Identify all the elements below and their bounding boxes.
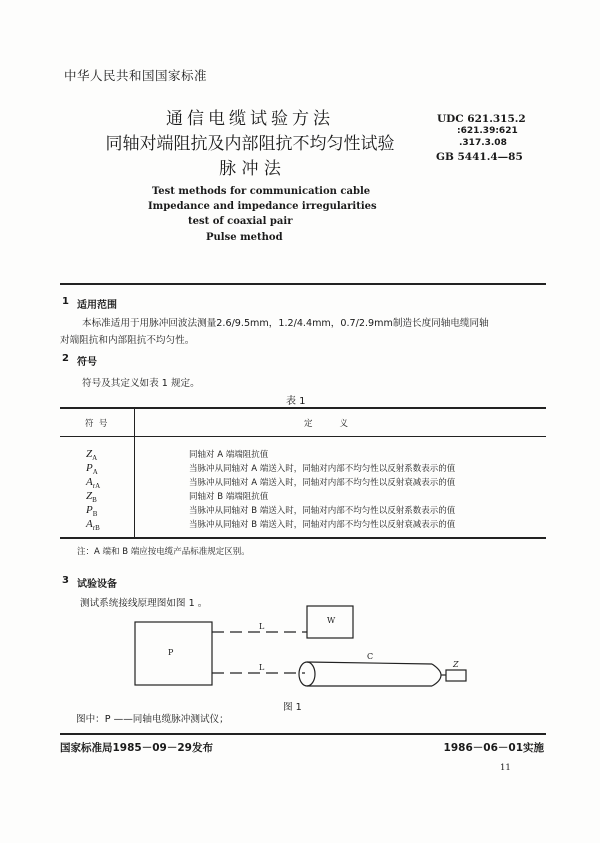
title-en-line-4: Pulse method [206, 232, 283, 243]
effective-date: 1986－06－01实施 [443, 742, 544, 754]
title-en-line-2: Impedance and impedance irregularities [148, 201, 377, 212]
section-1-title: 适用范围 [77, 300, 117, 311]
gb-number: GB 5441.4—85 [436, 151, 523, 163]
section-3-title: 试验设备 [77, 579, 117, 590]
definition: 当脉冲从同轴对 A 端送入时，同轴对内部不均匀性以反射系数表示的值 [189, 464, 456, 474]
footer-rule [60, 733, 546, 735]
cable-end-a [299, 662, 315, 686]
definition: 当脉冲从同轴对 B 端送入时，同轴对内部不均匀性以反射衰减表示的值 [189, 520, 456, 530]
section-2-body: 符号及其定义如表 1 规定。 [82, 378, 200, 389]
symbol: Z [86, 490, 93, 502]
table-note: 注：A 端和 B 端应按电缆产品标准规定区别。 [77, 547, 250, 557]
udc-line-1: UDC 621.315.2 [437, 113, 526, 125]
table-header-symbol: 符 号 [85, 419, 108, 429]
definition: 当脉冲从同轴对 B 端送入时，同轴对内部不均匀性以反射系数表示的值 [189, 506, 456, 516]
issued-date: 国家标准局1985－09－29发布 [60, 742, 213, 754]
symbol-subscript: rB [92, 524, 100, 533]
section-1-body-2: 对端阻抗和内部阻抗不均匀性。 [60, 335, 195, 346]
figure-caption: 图 1 [283, 702, 302, 713]
section-1-body-1: 本标准适用于用脉冲回波法测量2.6/9.5mm，1.2/4.4mm，0.7/2.9mm制造长度同轴电缆同轴 [82, 318, 489, 329]
symbol: P [86, 462, 93, 474]
label-z: Z [453, 660, 459, 669]
page-number: 11 [500, 763, 511, 773]
definition: 同轴对 B 端端阻抗值 [189, 492, 269, 502]
title-en-line-1: Test methods for communication cable [152, 186, 371, 197]
title-cn-line-3: 脉 冲 法 [219, 159, 281, 179]
label-l1: L [259, 622, 265, 631]
label-c: C [367, 652, 374, 661]
title-cn-line-1: 通信电缆试验方法 [166, 109, 334, 129]
udc-line-3: .317.3.08 [459, 138, 507, 148]
pulse-tester-box [135, 622, 212, 685]
definition: 当脉冲从同轴对 A 端送入时，同轴对内部不均匀性以反射衰减表示的值 [189, 478, 456, 488]
figure-legend: 图中：P ——同轴电缆脉冲测试仪； [76, 714, 229, 725]
section-2-title: 符号 [77, 357, 97, 368]
title-en-line-3: test of coaxial pair [188, 216, 293, 227]
symbol: Z [86, 448, 93, 460]
symbol-subscript: A [92, 468, 98, 477]
udc-line-2: :621.39:621 [457, 126, 518, 136]
z-load-box [446, 670, 466, 681]
symbol-subscript: A [92, 454, 98, 463]
label-w: W [327, 616, 336, 625]
table-header-definition: 定 义 [304, 419, 349, 429]
national-standard-header: 中华人民共和国国家标准 [64, 68, 208, 83]
symbol: P [86, 504, 93, 516]
definition: 同轴对 A 端端阻抗值 [189, 450, 269, 460]
section-2-number: 2 [62, 353, 69, 364]
section-3-body: 测试系统接线原理图如图 1 。 [80, 598, 208, 609]
symbol-subscript: B [92, 496, 97, 505]
cable-end-b [432, 664, 441, 686]
label-p: P [168, 648, 174, 657]
symbol-subscript: rA [92, 482, 101, 491]
section-1-number: 1 [62, 296, 69, 307]
title-cn-line-2: 同轴对端阻抗及内部阻抗不均匀性试验 [105, 134, 395, 154]
symbol-subscript: B [92, 510, 98, 519]
label-l2: L [259, 663, 265, 672]
table-caption: 表 1 [286, 396, 306, 407]
symbol: A [86, 518, 93, 530]
section-3-number: 3 [62, 575, 69, 586]
symbol: A [86, 476, 93, 488]
